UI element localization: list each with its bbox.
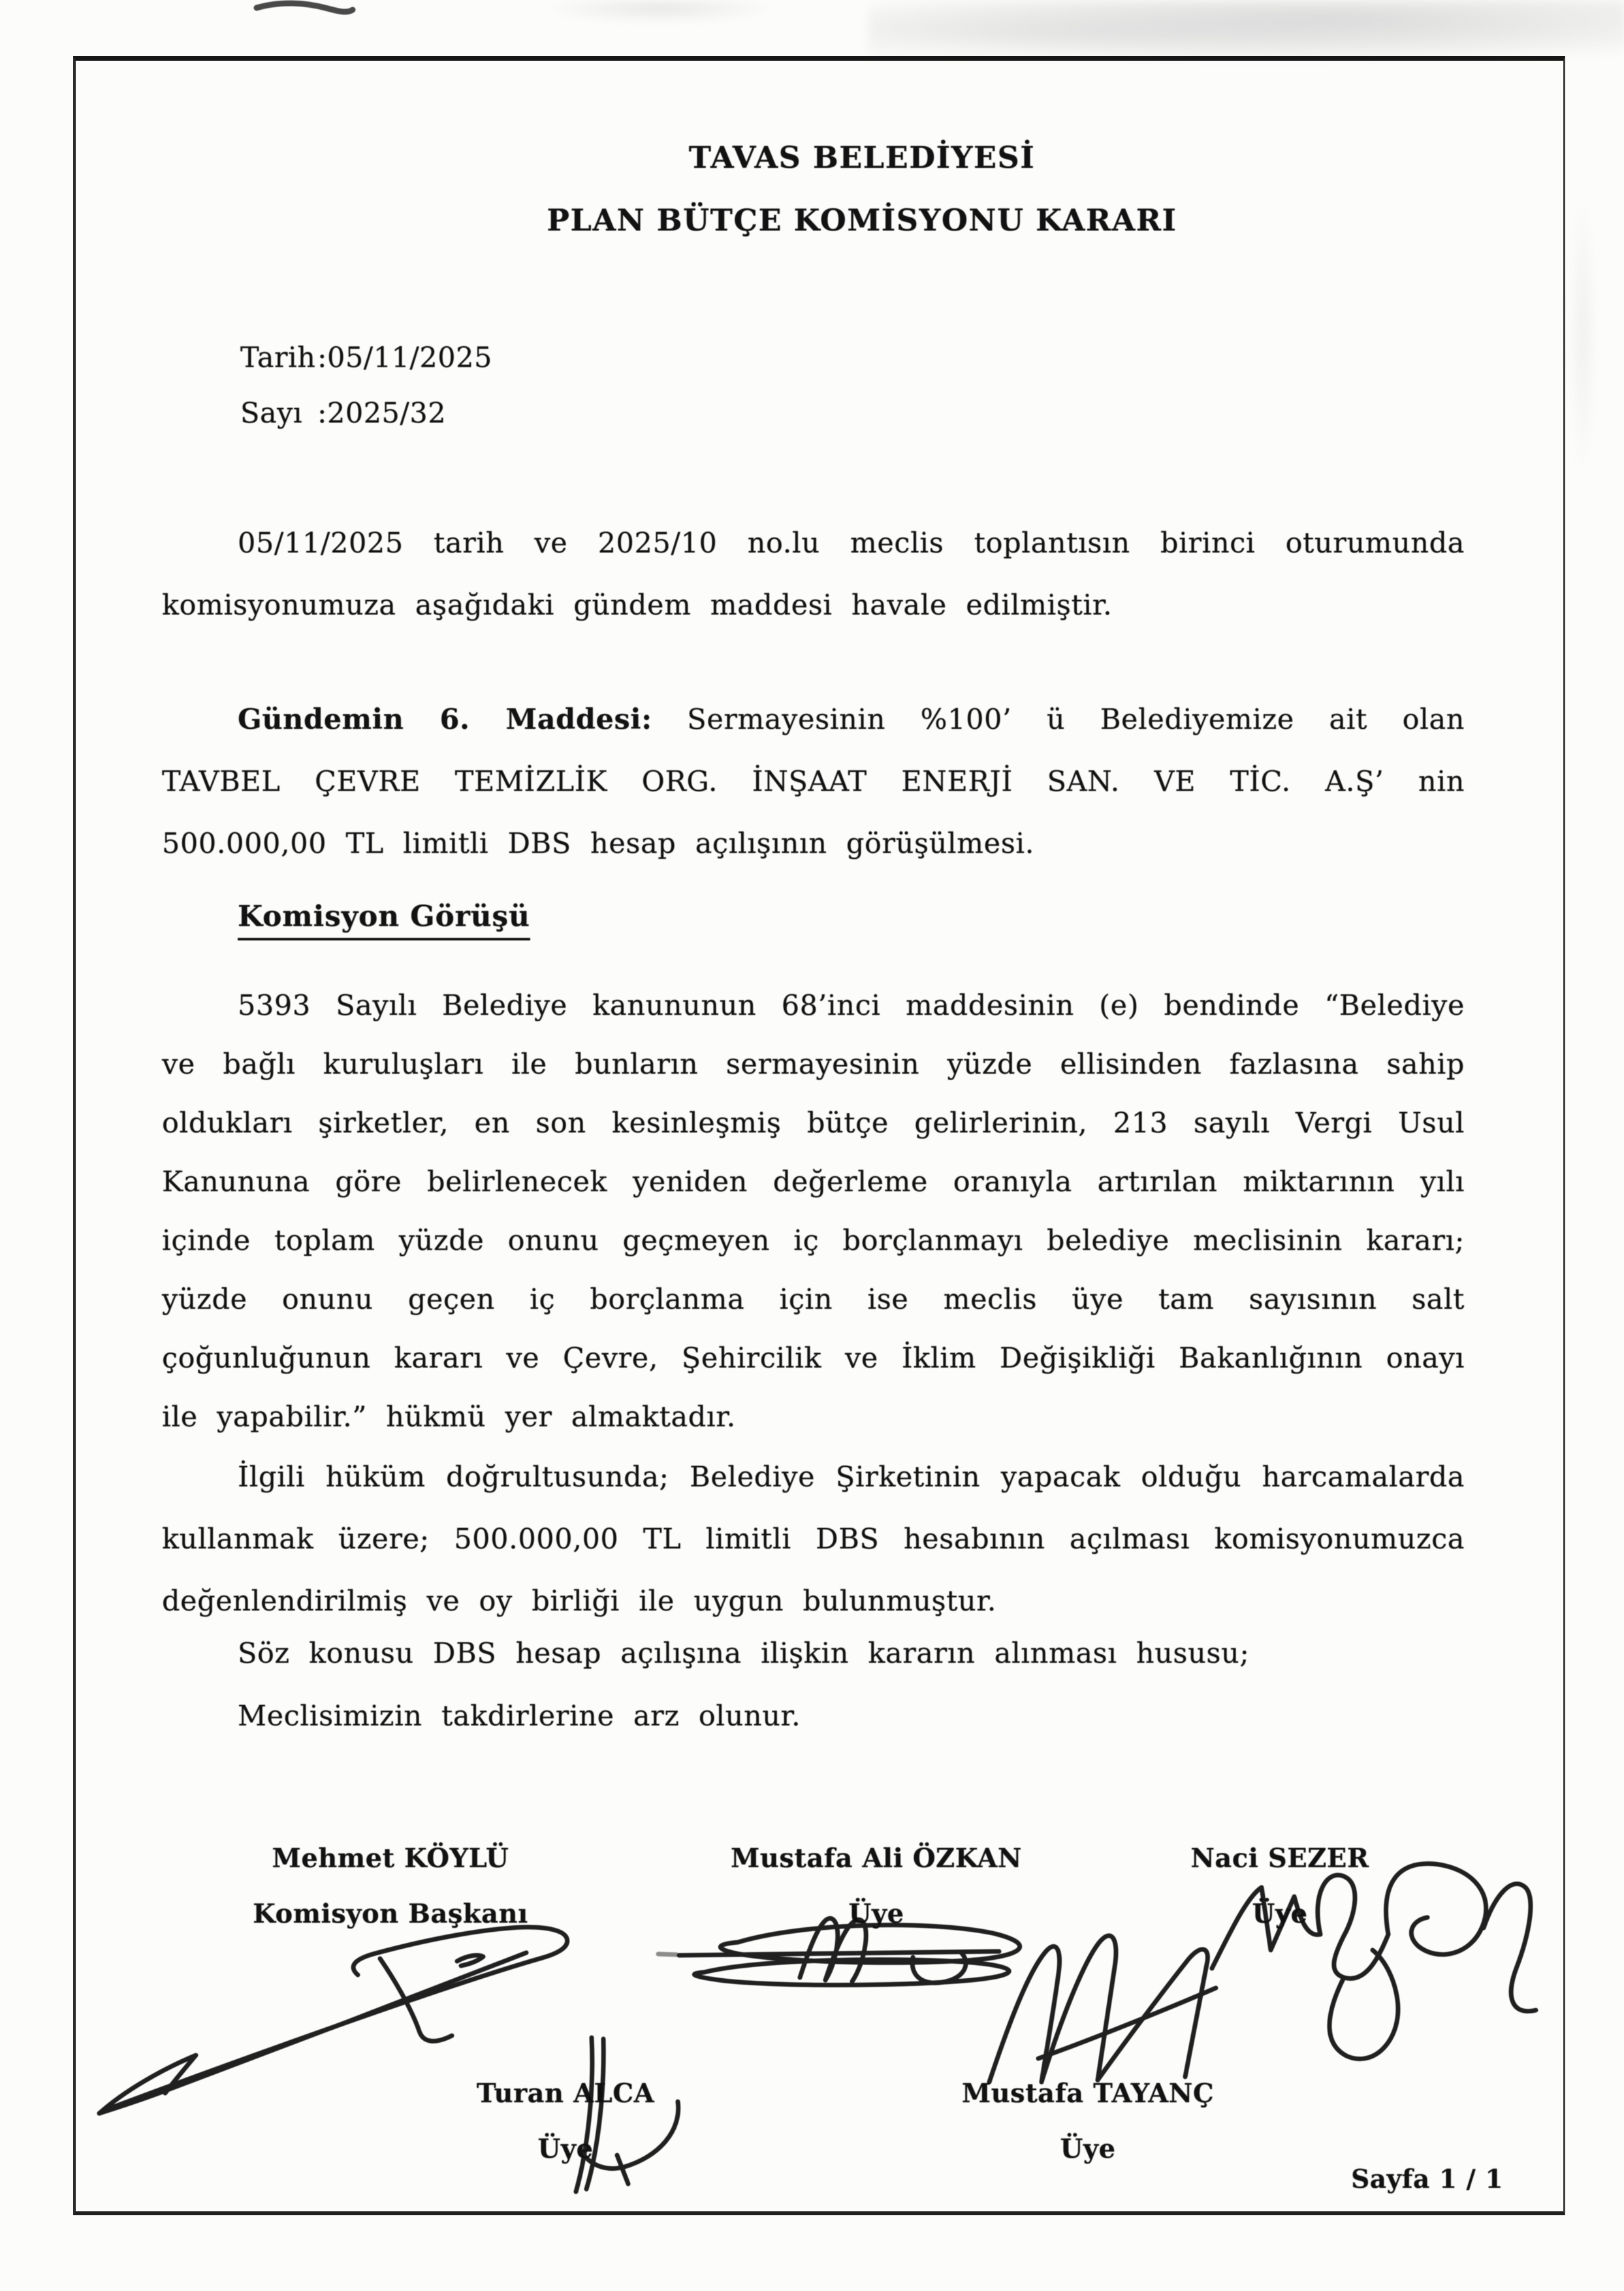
opinion-paragraph-3: Söz konusu DBS hesap açılışına ilişkin kararın alınması hususu; [238,1637,1250,1670]
scan-mark-top-left [257,3,353,12]
signer-title: Üye [848,1898,904,1929]
page-number: Sayfa 1 / 1 [1351,2164,1503,2194]
commission-opinion-heading: Komisyon Görüşü [238,900,530,940]
signer-title: Üye [537,2134,594,2164]
signer-name: Mehmet KÖYLÜ [272,1843,509,1874]
signature-mustafa-ali-ozkan [658,1918,1020,1985]
number-label: Sayı [240,397,303,430]
signer-name: Turan ALCA [476,2078,655,2109]
signer-title: Üye [1252,1898,1308,1929]
signer-title: Komisyon Başkanı [253,1898,528,1929]
signature-mustafa-tayanc [989,1936,1216,2082]
opinion-paragraph-1: 5393 Sayılı Belediye kanununun 68’inci maddesinin (e) bendinde “Belediye ve bağlı kuruluşları ile bunların sermayesinin yüzde ellisinden fazlasına sahip oldukları şirketler, en son kesinleşmiş bütçe gelirlerinin, 213 sayılı Vergi Usul Kanununa göre belirlenecek yeniden değerleme oranıyla artırılan miktarının yılı içinde toplam yüzde onunu geçmeyen iç borçlanmayı belediye meclisinin kararı; yüzde onunu geçen iç borçlanma için ise meclis üye tam sayısının salt çoğunluğunun kararı ve Çevre, Şehircilik ve İklim Değişikliği Bakanlığının onayı ile yapabilir.” hükmü yer almaktadır. [162,989,1465,1434]
signature-naci-sezer [1212,1864,1536,2059]
opinion-paragraph-4: Meclisimizin takdirlerine arz olunur. [238,1700,801,1733]
signature-mehmet-koylu [99,1927,567,2113]
signature-turan-alca [576,2038,678,2192]
opinion-paragraph-2: İlgili hüküm doğrultusunda; Belediye Şirketinin yapacak olduğu harcamalarda kullanmak üzere; 500.000,00 TL limitli DBS hesabının açılması komisyonumuzca değenlendirilmiş ve oy birliği ile uygun bulunmuştur. [162,1461,1465,1618]
document-title-line1: TAVAS BELEDİYESİ [688,140,1036,175]
signer-title: Üye [1060,2134,1116,2164]
number-value: :2025/32 [317,397,447,430]
date-value: :05/11/2025 [317,342,492,374]
signer-name: Naci SEZER [1190,1843,1369,1874]
intro-paragraph: 05/11/2025 tarih ve 2025/10 no.lu meclis toplantısın birinci oturumunda komisyonumuza aşağıdaki gündem maddesi havale edilmiştir. [162,527,1465,622]
agenda-item-text: Sermayesinin %100’ ü Belediyemize ait olan TAVBEL ÇEVRE TEMİZLİK ORG. İNŞAAT ENERJİ SAN. VE TİC. A.Ş’ nin 500.000,00 TL limitli DBS hesap açılışının görüşülmesi. [162,703,1465,860]
signer-name: Mustafa TAYANÇ [961,2078,1215,2109]
document-title-line2: PLAN BÜTÇE KOMİSYONU KARARI [547,202,1177,238]
agenda-item-label: Gündemin 6. Maddesi: [238,703,652,736]
date-label: Tarih [240,342,316,374]
signer-name: Mustafa Ali ÖZKAN [731,1843,1022,1874]
